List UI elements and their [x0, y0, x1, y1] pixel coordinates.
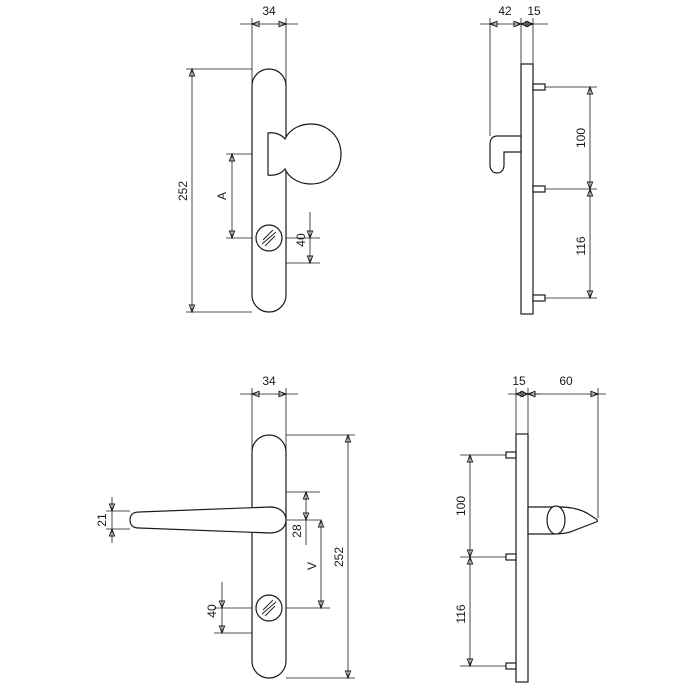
dim-top-right-upper-spacing: 100	[574, 127, 588, 149]
knob-side-profile	[490, 136, 521, 173]
bottom-left-lever-front-view	[95, 374, 355, 678]
top-right-knob-side-view	[480, 4, 597, 314]
dim-top-right-plate-thickness: 15	[527, 4, 541, 18]
fixing-pin-bottom	[533, 295, 545, 301]
fixing-pin-middle	[533, 186, 545, 192]
dim-top-left-plate-length: 252	[176, 180, 190, 202]
dim-bottom-right-lower-spacing: 116	[454, 604, 468, 624]
dim-top-left-width: 34	[262, 4, 276, 18]
dim-bottom-right-plate-thickness: 15	[512, 374, 526, 388]
fixing-pin-top	[533, 84, 545, 90]
escutcheon-plate	[252, 435, 286, 678]
dim-bottom-left-lever-offset: 28	[290, 524, 304, 538]
dim-top-right-lower-spacing: 116	[574, 236, 588, 256]
dim-bottom-left-center-distance: V	[305, 561, 319, 571]
dim-bottom-left-lever-height: 21	[95, 513, 109, 527]
bottom-right-lever-side-view	[454, 374, 606, 682]
lever-rosette	[547, 506, 565, 534]
dim-bottom-right-lever-depth: 60	[559, 374, 573, 388]
escutcheon-plate	[252, 69, 286, 312]
fixing-pin-middle	[506, 554, 516, 560]
fixing-pin-top	[506, 452, 516, 458]
dim-bottom-left-width: 34	[262, 374, 276, 388]
escutcheon-plate-edge	[516, 434, 528, 682]
dim-bottom-left-cylinder-offset: 40	[205, 604, 219, 618]
dim-top-right-knob-depth: 42	[498, 4, 512, 18]
top-left-knob-front-view	[176, 4, 341, 312]
escutcheon-plate-edge	[521, 64, 533, 314]
dim-bottom-right-upper-spacing: 100	[454, 495, 468, 517]
dim-bottom-left-plate-length: 252	[332, 546, 346, 568]
dim-top-left-cylinder-offset: 40	[294, 233, 308, 247]
dim-top-left-center-distance: A	[215, 191, 229, 201]
fixing-pin-bottom	[506, 663, 516, 669]
lever-handle	[130, 507, 286, 533]
